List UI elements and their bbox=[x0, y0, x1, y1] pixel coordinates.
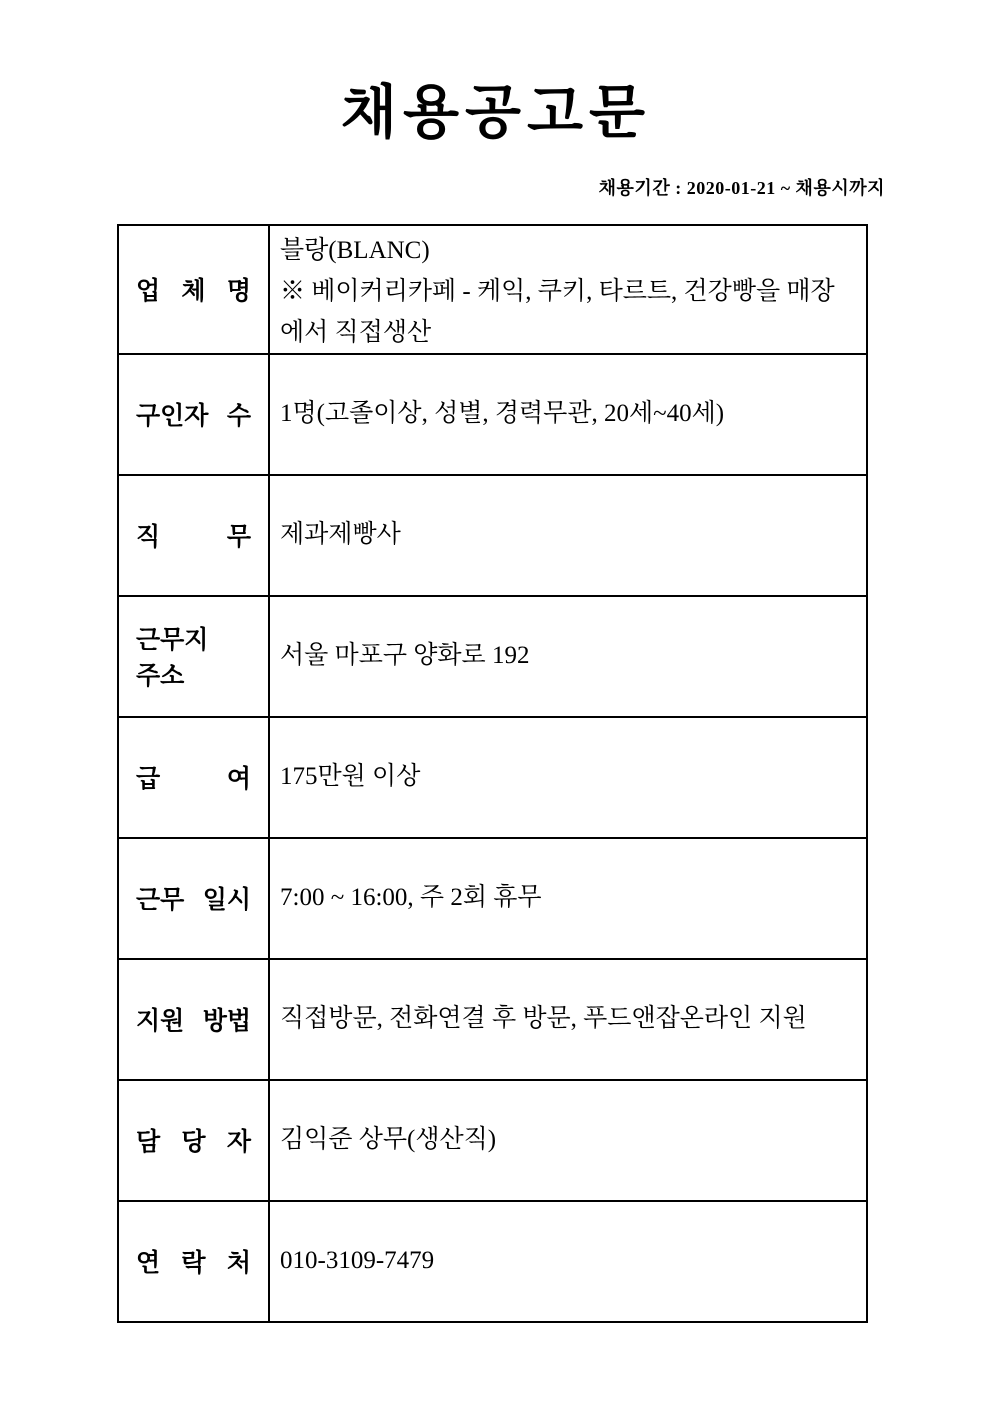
value-contact-phone: 010-3109-7479 bbox=[269, 1201, 867, 1322]
label-work-hours: 근무 일시 bbox=[136, 887, 251, 915]
table-row-company-name bbox=[118, 225, 867, 354]
label-cell-contact-person bbox=[118, 1080, 269, 1201]
label-company-name: 업 체 명 bbox=[136, 278, 251, 306]
table-row-contact-person bbox=[118, 1080, 867, 1201]
label-cell-company-name bbox=[118, 225, 269, 354]
label-contact-phone: 연 락 처 bbox=[136, 1250, 251, 1278]
recruitment-period: 채용기간 : 2020-01-21 ~ 채용시까지 bbox=[598, 177, 885, 198]
value-cell-company-name bbox=[269, 225, 867, 354]
value-recruit-count: 1명(고졸이상, 성별, 경력무관, 20세~40세) bbox=[269, 354, 867, 475]
table-row-work-address bbox=[118, 596, 867, 717]
label-salary: 급 여 bbox=[136, 766, 251, 794]
table-row-salary bbox=[118, 717, 867, 838]
value-work-hours: 7:00 ~ 16:00, 주 2회 휴무 bbox=[269, 838, 867, 959]
label-cell-salary bbox=[118, 717, 269, 838]
value-work-address: 서울 마포구 양화로 192 bbox=[269, 596, 867, 717]
label-cell-work-hours bbox=[118, 838, 269, 959]
table-row-recruit-count bbox=[118, 354, 867, 475]
label-cell-apply-method bbox=[118, 959, 269, 1080]
label-job-duty: 직 무 bbox=[136, 524, 251, 552]
table-row-contact-phone bbox=[118, 1201, 867, 1322]
label-recruit-count: 구인자 수 bbox=[136, 403, 251, 431]
label-cell-recruit-count bbox=[118, 354, 269, 475]
label-cell-work-address bbox=[118, 596, 269, 717]
value-job-duty: 제과제빵사 bbox=[269, 475, 867, 596]
company-name-line: 블랑(BLANC) bbox=[280, 236, 430, 264]
table-row-apply-method bbox=[118, 959, 867, 1080]
value-apply-method: 직접방문, 전화연결 후 방문, 푸드앤잡온라인 지원 bbox=[269, 959, 867, 1080]
table-row-work-hours bbox=[118, 838, 867, 959]
label-cell-job-duty bbox=[118, 475, 269, 596]
label-apply-method: 지원 방법 bbox=[136, 1008, 251, 1036]
table-row-job-duty bbox=[118, 475, 867, 596]
page-title: 채용공고문 bbox=[340, 80, 652, 145]
company-description-line: ※ 베이커리카페 - 케익, 쿠키, 타르트, 건강빵을 매장에서 직접생산 bbox=[280, 277, 835, 346]
value-salary: 175만원 이상 bbox=[269, 717, 867, 838]
job-table bbox=[117, 224, 868, 1323]
value-contact-person: 김익준 상무(생산직) bbox=[269, 1080, 867, 1201]
label-contact-person: 담 당 자 bbox=[136, 1129, 251, 1157]
label-work-address: 근무지 주소 bbox=[136, 627, 209, 691]
label-cell-contact-phone bbox=[118, 1201, 269, 1322]
